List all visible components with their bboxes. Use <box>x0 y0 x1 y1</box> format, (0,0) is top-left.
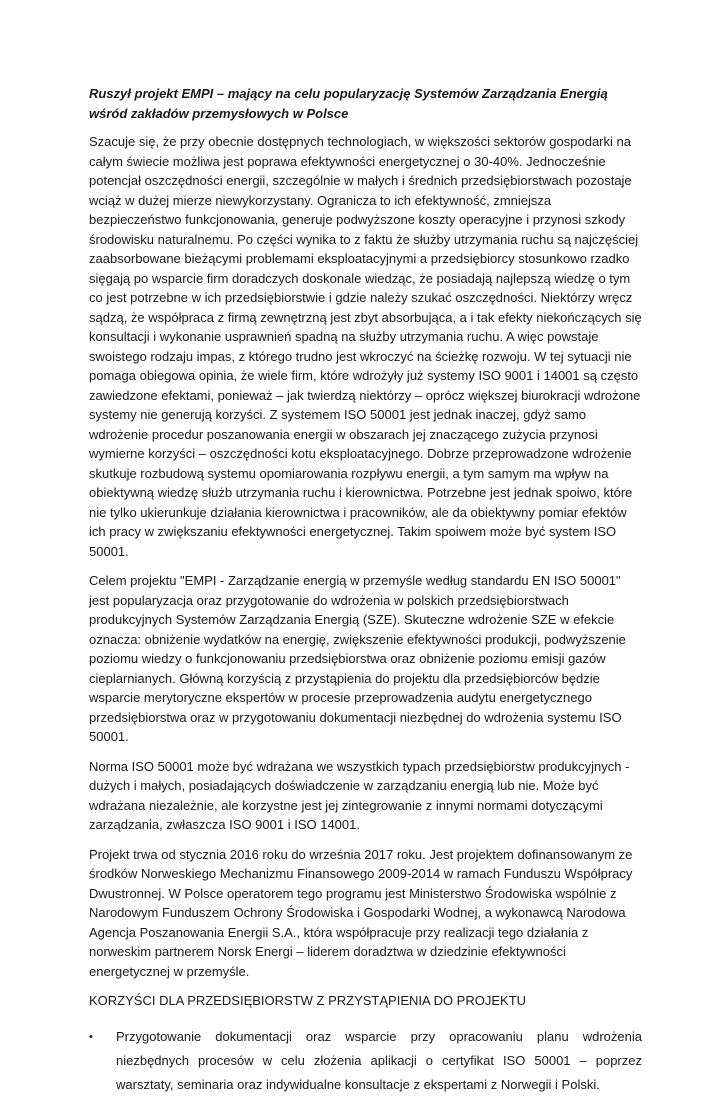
paragraph-iso-standard: Norma ISO 50001 może być wdrażana we wszystkich typach przedsiębiorstw produkcyjnych - dużych i małych, posiadających doświadczenie w zarządzaniu energią lub nie. Może być wdrażana niezależnie, ale korzystne jest jej zintegrowanie z innymi normami dotyczącymi zarządzania, zwłaszcza ISO 9001 i ISO 14001. <box>89 758 630 832</box>
document-title: Ruszył projekt EMPI – mający na celu popularyzację Systemów Zarządzania Energią wśród zakładów przemysłowych w Polsce <box>89 86 608 121</box>
document-page <box>89 84 642 1097</box>
list-item-text: Przygotowanie dokumentacji oraz wsparcie przy opracowaniu planu wdrożenia niezbędnych procesów w celu złożenia aplikacji o certyfikat ISO 50001 – poprzez warsztaty, seminaria oraz indywidualne konsultacje z ekspertami z Norwegii i Polski. <box>116 1028 642 1092</box>
bullet-icon: • <box>89 1030 93 1043</box>
list-item <box>89 1025 642 1097</box>
paragraph-intro: Szacuje się, że przy obecnie dostępnych technologiach, w większości sektorów gospodarki na całym świecie możliwa jest poprawa efektywności energetycznej o 30-40%. Jednocześnie potencjał oszczędności energii, szczególnie w małych i średnich przedsiębiorstwach pozostaje wciąż w dużej mierze niewykorzystany. Ogranicza to ich efektywność, zmniejsza bezpieczeństwo funkcjonowania, generuje podwyższone koszty operacyjne i przynosi szkody środowisku naturalnemu. Po części wynika to z faktu że służby utrzymania ruchu są najczęściej zaabsorbowane bieżącymi problemami eksploatacyjnymi a przedsiębiorcy stosunkowo rzadko sięgają po wsparcie firm doradczych doskonale wiedząc, że posiadają najlepszą wiedzę o tym co jest potrzebne w ich przedsiębiorstwie i gdzie należy szukać oszczędności. Niektórzy wręcz sądzą, że współpraca z firmą zewnętrzną jest zbyt absorbująca, a i tak efekty niekończących się konsultacji i wykonanie usprawnień spadną na służby utrzymania ruchu. A więc powstaje swoistego rodzaju impas, z którego trudno jest wkroczyć na ścieżkę rozwoju. W tej sytuacji nie pomaga obiegowa opinia, że wiele firm, które wdrożyły już systemy ISO 9001 i 14001 są często zawiedzone efektami, ponieważ – jak twierdzą niektórzy – oprócz większej biurokracji wdrożone systemy nie generują korzyści. Z systemem ISO 50001 jest jednak inaczej, gdyż samo wdrożenie procedur poszanowania energii w obszarach jej znaczącego zużycia przynosi wymierne korzyści – oszczędności kotu eksploatacyjnego. Dobrze przeprowadzone wdrożenie skutkuje rozbudową systemu opomiarowania rozpływu energii, a tym samym ma wpływ na obiektywną wiedzę służb utrzymania ruchu i kierownictwa. Potrzebne jest jednak spoiwo, które nie tylko ukierunkuje działania kierownictwa i pracowników, ale da obiektywny pomiar efektów ich pracy w zwiększaniu efektywności energetycznej. Takim spoiwem może być system ISO 50001. <box>89 134 642 559</box>
paragraph-project-duration: Projekt trwa od stycznia 2016 roku do września 2017 roku. Jest projektem dofinansowanym ze środków Norweskiego Mechanizmu Finansowego 2009-2014 w ramach Funduszu Współpracy Dwustronnej. W Polsce operatorem tego programu jest Ministerstwo Środowiska wspólnie z Narodowym Funduszem Ochrony Środowiska i Gospodarki Wodnej, a wykonawcą Narodowa Agencja Poszanowania Energii S.A., która współpracuje przy realizacji tego działania z norweskim partnerem Norsk Energi – liderem doradztwa w dziedzinie efektywności energetycznej w przemyśle. <box>89 846 633 979</box>
benefits-list <box>89 1025 642 1097</box>
section-heading-benefits: KORZYŚCI DLA PRZEDSIĘBIORSTW Z PRZYSTĄPIENIA DO PROJEKTU <box>89 993 527 1008</box>
paragraph-project-goal: Celem projektu "EMPI - Zarządzanie energią w przemyśle według standardu EN ISO 50001" jest popularyzacja oraz przygotowanie do wdrożenia w polskich przedsiębiorstwach produkcyjnych Systemów Zarządzania Energią (SZE). Skuteczne wdrożenie SZE w efekcie oznacza: obniżenie wydatków na energię, zwiększenie efektywności produkcji, podwyższenie poziomu wiedzy o funkcjonowaniu przedsiębiorstwa oraz obniżenie poziomu emisji gazów cieplarnianych. Główną korzyścią z przystąpienia do projektu dla przedsiębiorców będzie wsparcie merytoryczne ekspertów w procesie przeprowadzenia audytu energetycznego przedsiębiorstwa oraz w przygotowaniu dokumentacji niezbędnej do wdrożenia systemu ISO 50001. <box>89 573 626 744</box>
